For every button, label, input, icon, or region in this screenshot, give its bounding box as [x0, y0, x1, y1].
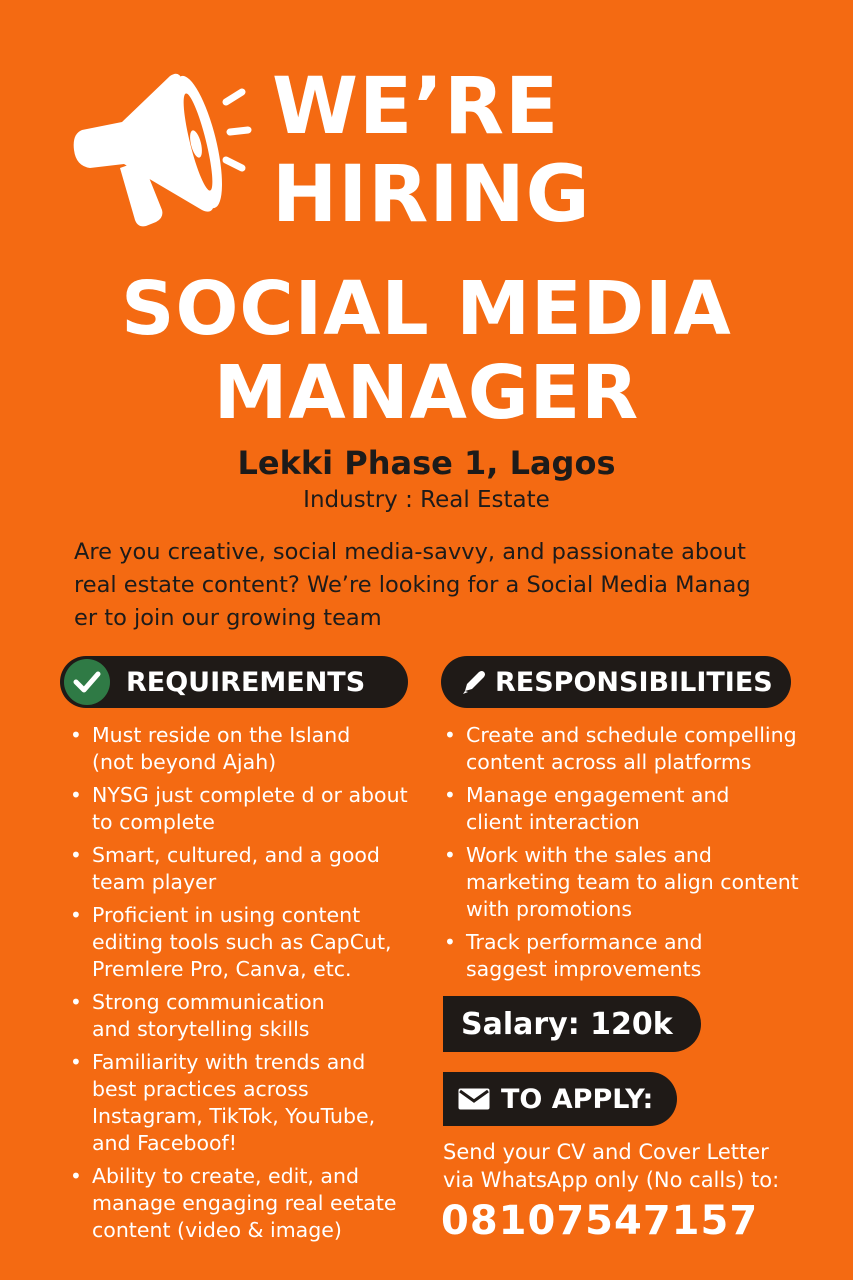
responsibilities-heading [441, 656, 791, 708]
list-item-line: • NYSG just complete d or about [92, 783, 408, 807]
list-item-line: • Create and schedule compelling [466, 723, 797, 747]
list-item-line: • Must reside on the Island [92, 723, 351, 747]
list-item-line: (not beyond Ajah) [92, 750, 277, 774]
list-item [68, 989, 428, 1043]
list-item-line: manage engaging real eetate [92, 1191, 397, 1215]
intro-line: Are you creative, social media-savvy, and passionate about [74, 539, 746, 565]
list-item [68, 722, 428, 776]
job-title-line-2: MANAGER [213, 350, 640, 436]
apply-instructions-line: via WhatsApp only (No calls) to: [443, 1168, 780, 1192]
apply-instructions-line: Send your CV and Cover Letter [443, 1140, 769, 1164]
intro-line: real estate content? We’re looking for a Social Media Manag [74, 572, 751, 598]
list-item [68, 902, 428, 983]
list-item-line: • Track performance and [466, 930, 703, 954]
list-item-line: editing tools such as CapCut, [92, 930, 392, 954]
list-item [68, 1163, 428, 1244]
salary-badge: Salary: 120k [443, 996, 701, 1052]
list-item [68, 782, 428, 836]
list-item-line: • Manage engagement and [466, 783, 730, 807]
requirements-list [68, 722, 428, 1250]
headline-line-2: HIRING [272, 150, 591, 240]
intro-line: er to join our growing team [74, 605, 382, 631]
list-item-line: Premlere Pro, Canva, etc. [92, 957, 352, 981]
requirements-heading-label: REQUIREMENTS [126, 666, 366, 698]
list-item-line: with promotions [466, 897, 633, 921]
check-icon [64, 659, 110, 705]
list-item-line: client interaction [466, 810, 640, 834]
list-item-line: content across all platforms [466, 750, 752, 774]
list-item-line: and storytelling skills [92, 1017, 310, 1041]
responsibilities-list [442, 722, 842, 989]
list-item-line: • Smart, cultured, and a good [92, 843, 380, 867]
list-item [442, 842, 842, 923]
apply-heading [443, 1072, 677, 1126]
list-item [442, 722, 842, 776]
list-item-line: to complete [92, 810, 215, 834]
list-item-line: • Strong communication [92, 990, 325, 1014]
list-item-line: content (video & image) [92, 1218, 342, 1242]
list-item-line: • Work with the sales and [466, 843, 712, 867]
mail-icon [457, 1087, 491, 1111]
location: Lekki Phase 1, Lagos [237, 444, 616, 482]
industry: Industry : Real Estate [303, 487, 550, 513]
phone-number: 08107547157 [441, 1198, 759, 1244]
list-item [442, 929, 842, 983]
pen-icon [459, 667, 489, 697]
responsibilities-heading-label: RESPONSIBILITIES [495, 666, 773, 698]
list-item-line: • Ability to create, edit, and [92, 1164, 359, 1188]
job-title-line-1: SOCIAL MEDIA [121, 266, 732, 352]
list-item-line: and Faceboof! [92, 1131, 237, 1155]
list-item-line: saggest improvements [466, 957, 702, 981]
list-item-line: marketing team to align content [466, 870, 799, 894]
list-item-line: best practices across [92, 1077, 309, 1101]
list-item-line: • Proficient in using content [92, 903, 361, 927]
headline-line-1: WE’RE [272, 62, 560, 152]
list-item [442, 782, 842, 836]
megaphone-icon [62, 60, 252, 230]
list-item [68, 842, 428, 896]
apply-instructions [443, 1138, 843, 1194]
list-item-line: • Familiarity with trends and [92, 1050, 366, 1074]
list-item-line: team player [92, 870, 217, 894]
list-item [68, 1049, 428, 1157]
apply-heading-label: TO APPLY: [501, 1083, 654, 1115]
requirements-heading [60, 656, 408, 708]
intro-paragraph [74, 536, 794, 635]
list-item-line: Instagram, TikTok, YouTube, [92, 1104, 376, 1128]
